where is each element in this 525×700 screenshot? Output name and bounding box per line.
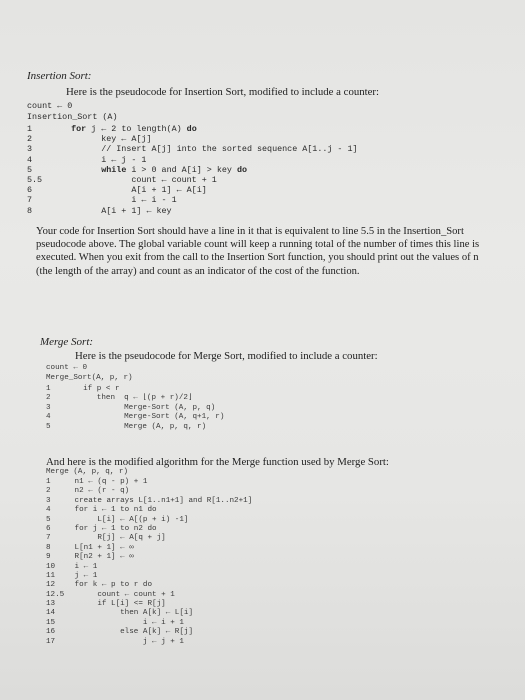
code-text: i ← 1 bbox=[70, 562, 98, 571]
code-line bbox=[46, 581, 252, 590]
line-number: 8 bbox=[46, 543, 51, 552]
code-line bbox=[46, 497, 252, 506]
code-line bbox=[27, 144, 358, 154]
insertion-count-init: count ← 0 bbox=[27, 101, 73, 111]
code-line bbox=[46, 404, 224, 413]
merge-sort-count-init: count ← 0 bbox=[46, 364, 88, 372]
code-text: j ← j + 1 bbox=[70, 637, 184, 646]
code-text: for j ← 2 to length(A) do bbox=[71, 124, 197, 134]
code-text: for i ← 1 to n1 do bbox=[70, 506, 157, 515]
line-number: 14 bbox=[46, 609, 56, 618]
code-line bbox=[27, 195, 358, 205]
line-number: 7 bbox=[46, 534, 51, 543]
code-text: create arrays L[1..n1+1] and R[1..n2+1] bbox=[70, 496, 253, 505]
line-number: 4 bbox=[27, 154, 33, 165]
code-line bbox=[27, 155, 358, 165]
insertion-func-name: Insertion_Sort (A) bbox=[27, 112, 118, 122]
code-text: if L[i] <= R[j] bbox=[70, 600, 166, 609]
code-text: n1 ← (q - p) + 1 bbox=[70, 478, 148, 486]
code-text: if p < r bbox=[74, 385, 120, 393]
line-number: 13 bbox=[46, 600, 56, 609]
code-line bbox=[46, 394, 224, 403]
code-text: n2 ← (r - q) bbox=[70, 487, 130, 496]
line-number: 5.5 bbox=[27, 174, 43, 185]
code-text: // Insert A[j] into the sorted sequence A[1..j - 1] bbox=[61, 144, 358, 155]
code-line bbox=[46, 516, 252, 525]
code-text: A[i + 1] ← key bbox=[61, 205, 172, 216]
line-number: 9 bbox=[46, 553, 51, 562]
code-line bbox=[46, 385, 224, 394]
merge-sort-code bbox=[46, 385, 224, 432]
code-line bbox=[27, 175, 358, 185]
merge-sort-title: Merge Sort: bbox=[40, 336, 94, 348]
line-number: 5 bbox=[27, 164, 33, 175]
code-text: L[i] ← A[(p + i) -1] bbox=[70, 515, 189, 524]
line-number: 17 bbox=[46, 637, 56, 646]
insertion-sort-title: Insertion Sort: bbox=[27, 70, 92, 82]
insertion-sort-code bbox=[27, 124, 358, 216]
line-number: 8 bbox=[27, 205, 33, 216]
code-line bbox=[46, 506, 252, 515]
code-text: then A[k] ← L[i] bbox=[70, 609, 194, 618]
line-number: 3 bbox=[46, 403, 51, 412]
code-text: while i > 0 and A[i] > key do bbox=[101, 164, 247, 175]
line-number: 3 bbox=[46, 496, 51, 505]
code-text: count ← count + 1 bbox=[61, 174, 217, 185]
merge-sort-intro: Here is the pseudocode for Merge Sort, modified to include a counter: bbox=[75, 350, 378, 362]
code-text: R[n2 + 1] ← ∞ bbox=[70, 553, 134, 562]
merge-func-name: Merge (A, p, q, r) bbox=[46, 468, 129, 476]
insertion-sort-intro: Here is the pseudocode for Insertion Sort, modified to include a counter: bbox=[66, 86, 380, 98]
line-number: 5 bbox=[46, 422, 51, 431]
code-text: i ← i - 1 bbox=[61, 195, 177, 206]
code-line bbox=[46, 638, 252, 647]
code-line bbox=[46, 487, 252, 496]
code-text: Merge-Sort (A, q+1, r) bbox=[74, 413, 225, 422]
line-number: 15 bbox=[46, 618, 56, 627]
code-line bbox=[46, 413, 224, 422]
code-line bbox=[46, 563, 252, 572]
code-text: then q ← ⌊(p + r)/2⌋ bbox=[74, 394, 193, 403]
line-number: 12 bbox=[46, 581, 56, 590]
code-text: j ← 1 bbox=[70, 571, 98, 580]
code-line bbox=[46, 544, 252, 553]
code-line bbox=[46, 628, 252, 637]
line-number: 2 bbox=[46, 487, 51, 496]
line-number: 6 bbox=[27, 185, 33, 196]
code-text: Merge (A, p, q, r) bbox=[74, 422, 207, 431]
line-number: 16 bbox=[46, 628, 56, 637]
code-line bbox=[46, 534, 252, 543]
code-text: key ← A[j] bbox=[61, 134, 152, 145]
merge-intro: And here is the modified algorithm for the Merge function used by Merge Sort: bbox=[46, 456, 389, 468]
line-number: 10 bbox=[46, 562, 56, 571]
line-number: 2 bbox=[27, 134, 33, 145]
merge-code bbox=[46, 478, 252, 647]
code-line bbox=[46, 553, 252, 562]
line-number: 6 bbox=[46, 524, 51, 533]
code-line bbox=[46, 478, 252, 487]
code-text: L[n1 + 1] ← ∞ bbox=[70, 543, 134, 552]
code-text: else A[k] ← R[j] bbox=[70, 628, 194, 637]
code-text: count ← count + 1 bbox=[70, 590, 175, 599]
line-number: 1 bbox=[46, 385, 51, 393]
line-number: 11 bbox=[46, 571, 56, 580]
insertion-sort-paragraph: Your code for Insertion Sort should have a line in it that is equivalent to line 5.5 in the Insertion_Sort pseudocode above. The global variable count will keep a running total of the number of times this line is executed. When you exit from the call to the Insertion Sort function, you should print out the values of n (the length of the array) and count as an indicator of the cost of the function. bbox=[36, 226, 480, 277]
code-text: for j ← 1 to n2 do bbox=[70, 524, 157, 533]
code-line bbox=[27, 134, 358, 144]
line-number: 2 bbox=[46, 394, 51, 403]
code-line bbox=[27, 165, 358, 175]
merge-sort-func-name: Merge_Sort(A, p, r) bbox=[46, 374, 133, 382]
code-line bbox=[46, 609, 252, 618]
code-text: i ← i + 1 bbox=[70, 618, 184, 627]
line-number: 1 bbox=[46, 478, 51, 486]
code-line bbox=[46, 525, 252, 534]
code-text: i ← j - 1 bbox=[61, 154, 147, 165]
code-text: R[j] ← A[q + j] bbox=[70, 534, 166, 543]
code-line bbox=[27, 185, 358, 195]
code-line bbox=[27, 206, 358, 216]
line-number: 3 bbox=[27, 144, 33, 155]
code-text: A[i + 1] ← A[i] bbox=[61, 185, 207, 196]
code-line bbox=[46, 600, 252, 609]
line-number: 12.5 bbox=[46, 590, 65, 599]
line-number: 4 bbox=[46, 506, 51, 515]
code-text: for k ← p to r do bbox=[70, 581, 153, 590]
line-number: 1 bbox=[27, 124, 33, 134]
code-text: Merge-Sort (A, p, q) bbox=[74, 403, 216, 412]
line-number: 5 bbox=[46, 515, 51, 524]
code-line bbox=[27, 124, 358, 134]
line-number: 4 bbox=[46, 413, 51, 422]
code-line bbox=[46, 619, 252, 628]
code-line bbox=[46, 423, 224, 432]
code-line bbox=[46, 572, 252, 581]
line-number: 7 bbox=[27, 195, 33, 206]
code-line bbox=[46, 591, 252, 600]
